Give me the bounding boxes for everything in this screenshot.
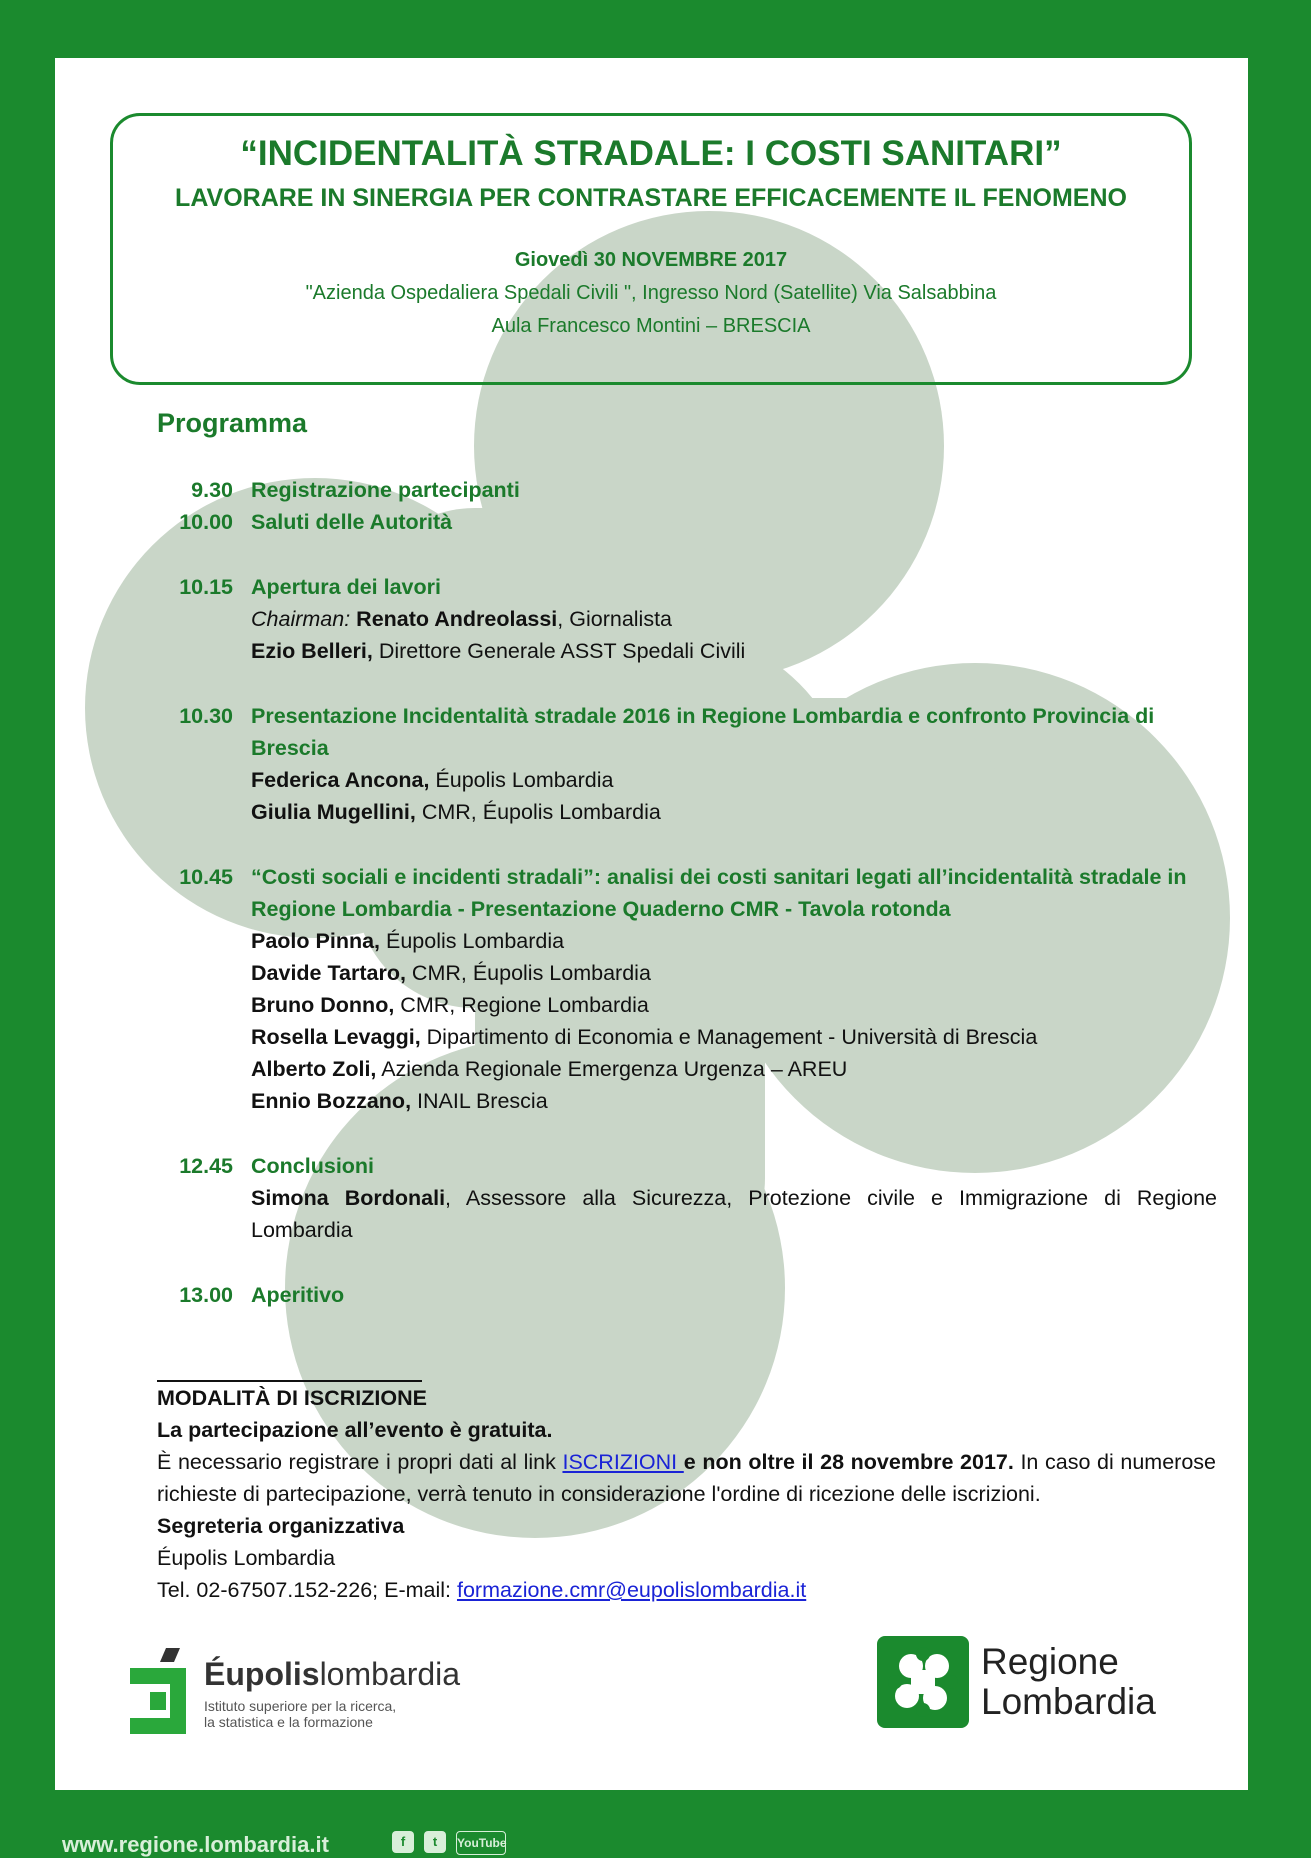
person-name: Paolo Pinna,	[251, 929, 381, 953]
regione-lombardia-logo	[877, 1636, 1197, 1730]
registration-text-pre: È necessario registrare i propri dati al link	[157, 1450, 563, 1474]
registration-section	[157, 1350, 1216, 1606]
speaker-line	[251, 796, 1217, 828]
person-role: , Assessore alla Sicurezza, Protezione civile e Immigrazione di Regione Lombardia	[251, 1186, 1217, 1242]
agenda-time: 10.00	[179, 510, 233, 534]
regione-wordmark-1: Regione	[981, 1641, 1119, 1682]
person-name: Renato Andreolassi	[356, 607, 558, 631]
twitter-icon[interactable]: t	[424, 1831, 446, 1853]
event-subtitle: LAVORARE IN SINERGIA PER CONTRASTARE EFFICACEMENTE IL FENOMENO	[175, 184, 1127, 212]
agenda-label: Presentazione Incidentalità stradale 2016 in Regione Lombardia e confronto Provincia di Brescia	[251, 704, 1155, 760]
contact-line	[157, 1574, 1216, 1606]
speaker-line	[251, 957, 1217, 989]
event-title: “INCIDENTALITÀ STRADALE: I COSTI SANITARI”	[240, 134, 1062, 173]
registration-text	[157, 1446, 1216, 1510]
speaker-line	[251, 1021, 1217, 1053]
person-name: Bruno Donno,	[251, 993, 395, 1017]
agenda-item	[157, 700, 1217, 828]
person-role: CMR, Regione Lombardia	[394, 993, 649, 1017]
person-role: Direttore Generale ASST Spedali Civili	[372, 639, 746, 663]
person-name: Simona Bordonali	[251, 1186, 446, 1210]
chairman-prefix: Chairman:	[251, 607, 351, 631]
eupolis-tagline-2: la statistica e la formazione	[204, 1714, 373, 1730]
person-role: CMR, Éupolis Lombardia	[415, 800, 661, 824]
agenda-item	[157, 1279, 1217, 1311]
person-role: Éupolis Lombardia	[429, 768, 614, 792]
secretariat-name: Éupolis Lombardia	[157, 1546, 336, 1570]
event-header-box	[110, 113, 1192, 385]
agenda-item	[157, 506, 1217, 538]
agenda-item	[157, 474, 1217, 506]
agenda	[157, 474, 1217, 1311]
person-role: Azienda Regionale Emergenza Urgenza – AREU	[376, 1057, 848, 1081]
regione-cross-icon	[877, 1636, 969, 1728]
person-name: Giulia Mugellini,	[251, 800, 416, 824]
person-name: Ennio Bozzano,	[251, 1089, 412, 1113]
speaker-line	[251, 764, 1217, 796]
eupolis-logo	[130, 1648, 460, 1738]
registration-heading: MODALITÀ DI ISCRIZIONE	[157, 1386, 427, 1410]
event-room: Aula Francesco Montini – BRESCIA	[491, 315, 811, 337]
separator-line	[157, 1350, 422, 1382]
social-icons	[392, 1831, 506, 1855]
agenda-label: Aperitivo	[251, 1283, 345, 1307]
iscrizioni-link[interactable]: ISCRIZIONI	[562, 1450, 684, 1474]
person-role: Dipartimento di Economia e Management - Università di Brescia	[420, 1025, 1038, 1049]
speaker-line	[251, 1182, 1217, 1246]
speaker-line	[251, 989, 1217, 1021]
agenda-label: “Costi sociali e incidenti stradali”: analisi dei costi sanitari legati all’incidentalità stradale in Regione Lombardia - Presentazione Quaderno CMR - Tavola rotonda	[251, 865, 1187, 921]
person-name: Federica Ancona,	[251, 768, 430, 792]
agenda-item	[157, 571, 1217, 667]
programma-heading: Programma	[157, 408, 308, 438]
agenda-time: 9.30	[191, 478, 233, 502]
free-participation: La partecipazione all’evento è gratuita.	[157, 1418, 553, 1442]
person-role: CMR, Éupolis Lombardia	[405, 961, 651, 985]
agenda-time: 13.00	[179, 1283, 233, 1307]
email-link[interactable]: formazione.cmr@eupolislombardia.it	[456, 1578, 807, 1602]
speaker-line	[251, 1085, 1217, 1117]
person-role: Éupolis Lombardia	[380, 929, 565, 953]
agenda-label: Conclusioni	[251, 1154, 375, 1178]
regione-wordmark-2: Lombardia	[981, 1681, 1156, 1722]
chairman-line	[251, 603, 1217, 635]
registration-text-post: In caso di numerose richieste di partecipazione, verrà tenuto in considerazione l'ordine di ricezione delle iscrizioni.	[157, 1450, 1216, 1506]
agenda-item	[157, 861, 1217, 1117]
eupolis-tagline-1: Istituto superiore per la ricerca,	[204, 1698, 397, 1714]
eupolis-mark-icon	[130, 1648, 190, 1738]
agenda-time: 12.45	[179, 1154, 233, 1178]
agenda-label: Saluti delle Autorità	[251, 510, 453, 534]
event-location: "Azienda Ospedaliera Spedali Civili ", Ingresso Nord (Satellite) Via Salsabbina	[305, 282, 997, 304]
agenda-time: 10.45	[179, 865, 233, 889]
speaker-line	[251, 635, 1217, 667]
event-date: Giovedì 30 NOVEMBRE 2017	[514, 249, 788, 271]
registration-deadline: e non oltre il 28 novembre 2017.	[683, 1450, 1014, 1474]
person-name: Alberto Zoli,	[251, 1057, 377, 1081]
agenda-item	[157, 1150, 1217, 1246]
agenda-label: Apertura dei lavori	[251, 575, 441, 599]
person-name: Rosella Levaggi,	[251, 1025, 421, 1049]
person-name: Davide Tartaro,	[251, 961, 406, 985]
agenda-time: 10.15	[179, 575, 233, 599]
facebook-icon[interactable]: f	[392, 1831, 414, 1853]
person-role: INAIL Brescia	[411, 1089, 548, 1113]
speaker-line	[251, 925, 1217, 957]
contact-phone: Tel. 02-67507.152-226; E-mail:	[157, 1578, 457, 1602]
eupolis-wordmark-light: lombardia	[319, 1656, 461, 1692]
person-role: , Giornalista	[557, 607, 673, 631]
person-name: Ezio Belleri,	[251, 639, 373, 663]
footer-url[interactable]: www.regione.lombardia.it	[62, 1832, 329, 1857]
youtube-icon[interactable]: YouTube	[456, 1831, 506, 1855]
eupolis-wordmark-bold: Éupolis	[204, 1656, 320, 1692]
document-page	[55, 58, 1248, 1790]
agenda-label: Registrazione partecipanti	[251, 478, 520, 502]
agenda-time: 10.30	[179, 704, 233, 728]
speaker-line	[251, 1053, 1217, 1085]
secretariat-heading: Segreteria organizzativa	[157, 1514, 405, 1538]
